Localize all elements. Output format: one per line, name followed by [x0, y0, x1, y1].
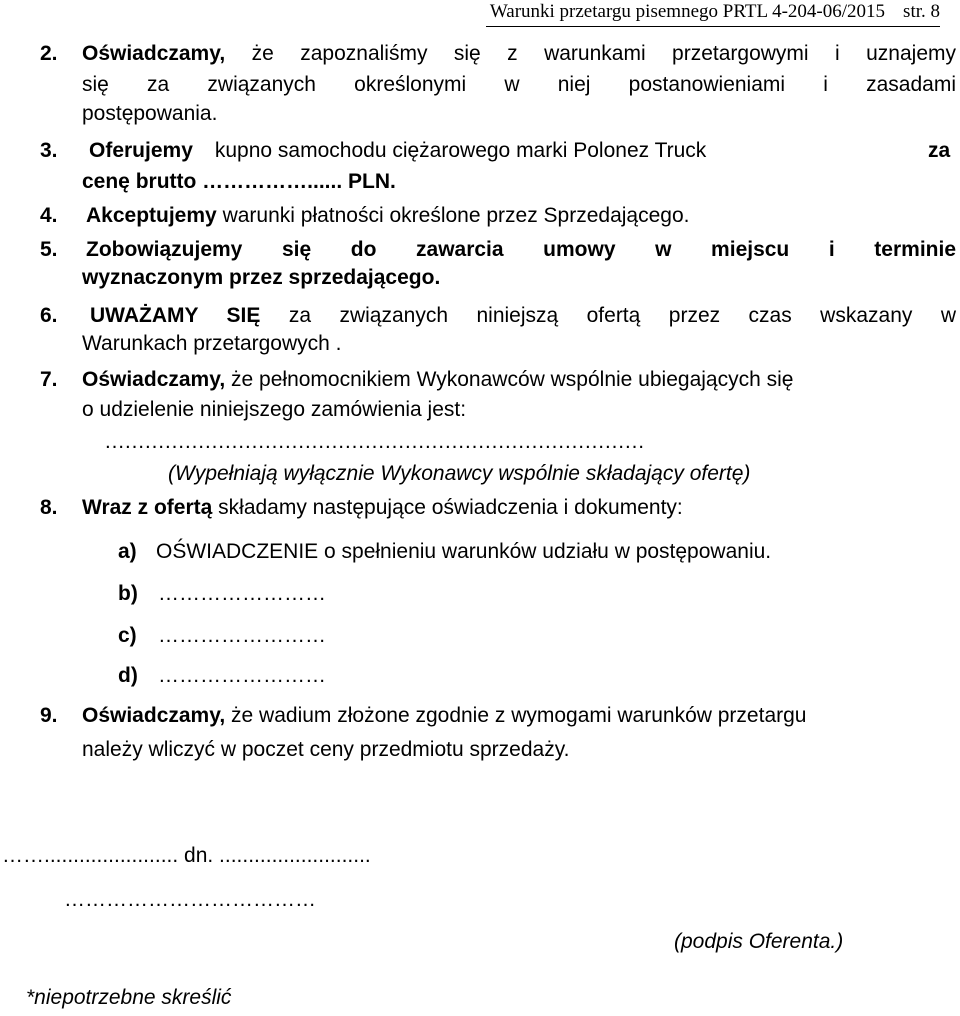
item-2-line-1 — [82, 40, 956, 68]
item-9-line-2: należy wliczyć w poczet ceny przedmiotu sprzedaży. — [82, 738, 570, 761]
item-4-line — [86, 202, 689, 230]
item-6-number: 6. — [40, 304, 58, 327]
item-7-line-1 — [82, 366, 793, 394]
item-2-line-1-rest: że zapoznaliśmy się z warunkami przetargowymi i uznajemy — [251, 42, 956, 65]
item-2-number: 2. — [40, 42, 58, 65]
item-8-sub-a-text: OŚWIADCZENIE o spełnieniu warunków udziału w postępowaniu. — [156, 540, 772, 563]
item-5-line-1: Zobowiązujemy się do zawarcia umowy w miejscu i terminie — [86, 238, 956, 261]
item-5-line-2: wyznaczonym przez sprzedającego. — [82, 266, 441, 289]
item-6-line-2: Warunkach przetargowych . — [82, 332, 342, 355]
item-8-bold: Wraz z ofertą — [82, 496, 213, 519]
item-3-line-1-rest: kupno samochodu ciężarowego marki Polonez Truck — [214, 139, 707, 162]
item-7-note: (Wypełniają wyłącznie Wykonawcy wspólnie składający ofertę) — [168, 462, 751, 485]
item-3-number: 3. — [40, 139, 58, 162]
item-9-number: 9. — [40, 704, 58, 727]
item-5-number: 5. — [40, 238, 58, 261]
signature-label: (podpis Oferenta.) — [674, 930, 844, 953]
item-3-line-1-end: za — [928, 139, 951, 162]
item-4-rest: warunki płatności określone przez Sprzedającego. — [222, 204, 690, 227]
item-4-bold: Akceptujemy — [86, 204, 217, 227]
page-header — [486, 0, 940, 27]
page-number: str. 8 — [903, 1, 940, 22]
item-8-sub-a-label: a) — [118, 540, 137, 563]
document-title: Warunki przetargu pisemnego PRTL 4-204-06/2015 — [489, 1, 886, 22]
item-8-sub-c-text: …………………… — [158, 624, 326, 647]
item-4-number: 4. — [40, 204, 58, 227]
item-7-bold: Oświadczamy, — [82, 368, 226, 391]
item-8-sub-c-label: c) — [118, 624, 137, 647]
item-6-bold: UWAŻAMY SIĘ — [90, 304, 261, 327]
item-7-line-1-rest: że pełnomocnikiem Wykonawców wspólnie ubiegających się — [231, 368, 794, 391]
item-8-sub-b-text: …………………… — [158, 582, 326, 605]
item-9-bold: Oświadczamy, — [82, 704, 226, 727]
item-9-line-1 — [82, 702, 806, 730]
item-8-number: 8. — [40, 496, 58, 519]
item-2-bold: Oświadczamy, — [82, 42, 226, 65]
item-8-sub-d-label: d) — [118, 664, 138, 687]
item-3-line-2: cenę brutto ……………...... PLN. — [82, 170, 396, 193]
footnote: *niepotrzebne skreślić — [26, 986, 232, 1009]
item-8-sub-d-text: …………………… — [158, 664, 326, 687]
item-7-number: 7. — [40, 368, 58, 391]
item-8-line — [82, 494, 683, 522]
item-7-dots: ……………………………………………………………………… — [104, 430, 644, 453]
item-3-line-1 — [89, 137, 706, 165]
item-2-line-3: postępowania. — [82, 102, 218, 125]
item-6-line-1-rest: za związanych niniejszą ofertą przez czas wskazany w — [288, 304, 956, 327]
item-2-line-2: się za związanych określonymi w niej postanowieniami i zasadami — [82, 73, 956, 96]
item-8-rest: składamy następujące oświadczenia i dokumenty: — [218, 496, 683, 519]
place-date-field: ……....................... dn. .......................... — [2, 844, 371, 867]
item-6-line-1 — [90, 302, 956, 330]
item-3-bold: Oferujemy — [89, 139, 193, 162]
item-8-sub-b-label: b) — [118, 582, 138, 605]
signature-dots: ……………………………… — [64, 888, 316, 911]
item-7-line-2: o udzielenie niniejszego zamówienia jest: — [82, 398, 467, 421]
item-9-line-1-rest: że wadium złożone zgodnie z wymogami warunków przetargu — [231, 704, 807, 727]
